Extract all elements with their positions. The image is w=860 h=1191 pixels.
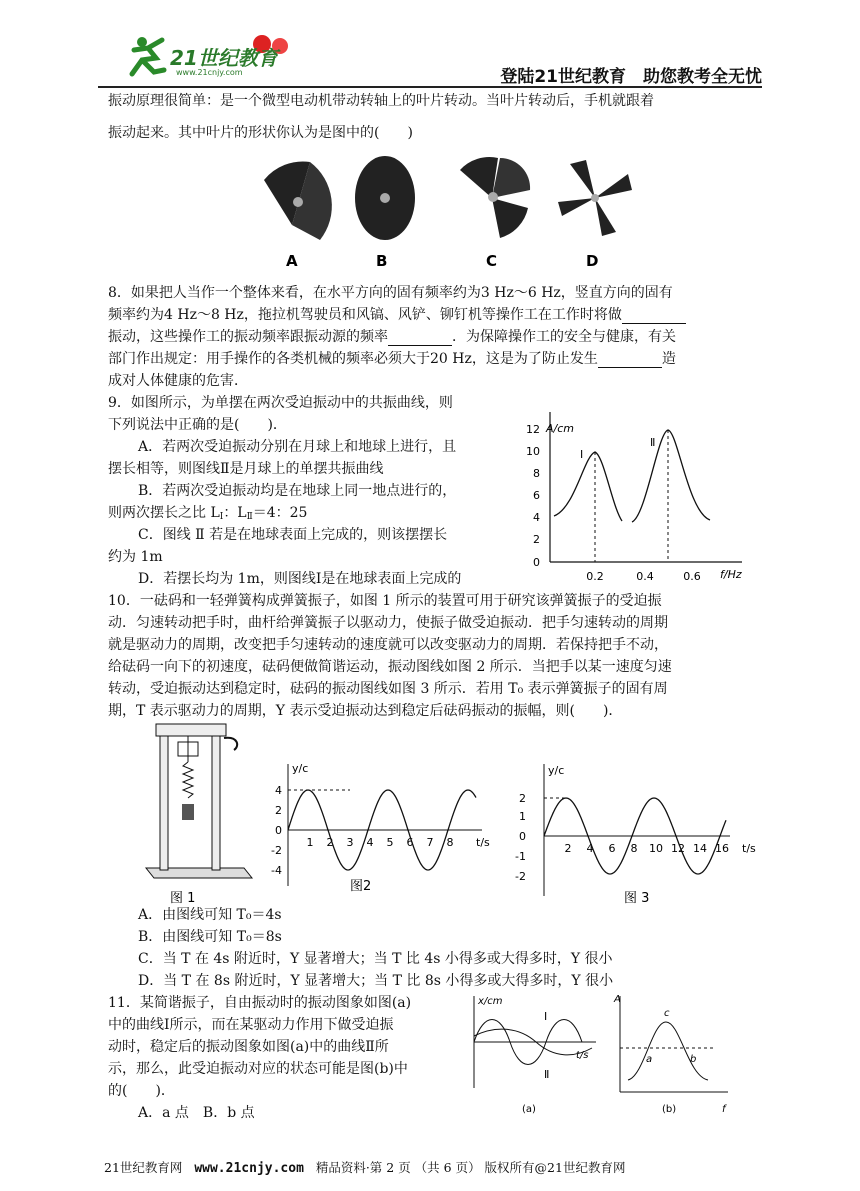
q7-label-c: C [486,252,498,270]
q9-line1: 9．如图所示，为单摆在两次受迫振动中的共振曲线，则 [108,395,453,411]
q7-label-b: B [376,252,388,270]
q11-fb-xlabel: f [722,1104,726,1115]
q9-ytick: 2 [533,533,540,546]
q9-option-b1: B．若两次受迫振动均是在地球上同一地点进行的， [138,483,457,499]
header-rule [98,86,762,88]
q10-fig2-xtick: 2 [326,836,334,849]
q9-option-b2: 则两次摆长之比 $L_Ⅰ$：$L_Ⅱ=4$：25 [108,505,308,522]
q9-xtick: 0.6 [683,570,701,583]
q11-fa-curve2: Ⅱ [544,1068,550,1081]
q11-fb-caption: (b) [662,1104,677,1115]
q10-line3: 就是驱动力的周期，改变把手匀速转动的速度就可以改变驱动力的周期．若保持把手不动， [108,637,668,653]
q9-ytick: 8 [533,467,540,480]
q9-option-c1: C．图线 Ⅱ 若是在地球表面上完成的，则该摆摆长 [138,527,448,543]
q10-fig3-ytick: 1 [519,810,526,823]
page-footer [104,1158,625,1176]
logo-text: 21世纪教育 [170,46,278,70]
q10-fig2-xtick: 8 [446,836,454,849]
q11-fa-curve1: Ⅰ [544,1010,548,1023]
q9-option-a1: A．若两次受迫振动分别在月球上和地球上进行，且 [138,439,457,455]
footer-site-link[interactable]: www.21cnjy.com [194,1161,304,1176]
q11-fa-ylabel: x/cm [478,996,503,1007]
q10-fig2-graph [262,756,502,896]
q9-option-d1: D．若摆长均为 1m，则图线Ⅰ是在地球表面上完成的 [138,571,462,587]
q10-line1: 10．一砝码和一轻弹簧构成弹簧振子，如图 1 所示的装置可用于研究该弹簧振子的受迫振 [108,593,662,609]
q10-fig2-xtick: 6 [406,836,414,849]
q9-xtick: 0.2 [586,570,604,583]
q10-fig3-ytick: -2 [515,870,526,883]
footer-mid: 精品资料·第 2 页 （共 6 页） 版权所有@21世纪教育网 [315,1160,626,1175]
q10-fig3-graph [504,756,774,906]
q10-fig3-xtick: 10 [649,842,663,855]
footer-left: 21世纪教育网 [104,1160,183,1175]
q10-option-b: B．由图线可知 T₀＝8s [138,929,282,945]
q9-ylabel: A/cm [546,422,574,435]
q10-option-d: D．当 T 在 8s 附近时，Y 显著增大；当 T 比 8s 小得多或大得多时，Y 很小 [138,973,614,989]
header-slogan: 登陆21世纪教育 助您教考全无忧 [500,67,762,87]
q11-line5: 的( )． [108,1083,175,1099]
q10-fig3-ytick: -1 [515,850,526,863]
q10-fig3-xtick: 16 [715,842,729,855]
q10-option-c: C．当 T 在 4s 附近时，Y 显著增大；当 T 比 4s 小得多或大得多时，Y 很小 [138,951,613,967]
q10-fig2-ylabel: y/c [292,762,309,775]
q10-fig2-caption: 图2 [350,879,372,894]
q7-blade-figures [250,150,650,270]
header-logo [112,28,302,86]
q10-fig2-ytick: 2 [275,804,282,817]
q11-fig-b [608,992,738,1118]
q11-fb-point-b: b [690,1054,697,1065]
q10-fig3-xlabel: t/s [742,842,756,855]
q10-fig3-xtick: 6 [608,842,616,855]
q7-line1: 振动原理很简单：是一个微型电动机带动转轴上的叶片转动。当叶片转动后，手机就跟着 [108,93,654,109]
q11-line4: 示，那么，此受迫振动对应的状态可能是图(b)中 [108,1061,408,1077]
q10-fig1-apparatus [140,716,260,908]
q11-fig-a [464,992,604,1118]
q10-fig3-ylabel: y/c [548,764,565,777]
q10-line4: 给砝码一向下的初速度，砝码便做简谐运动，振动图线如图 2 所示．当把手以某一速度匀速 [108,659,672,675]
q10-fig2-xtick: 7 [426,836,434,849]
q11-fa-caption: (a) [522,1104,536,1115]
logo-url: www.21cnjy.com [176,68,243,77]
q7-label-a: A [286,252,298,270]
q11-fb-point-a: a [646,1054,653,1065]
q10-fig2-xtick: 3 [346,836,354,849]
q10-fig2-ytick: 4 [275,784,282,797]
q8-line4: 部门作出规定：用手操作的各类机械的频率必须大于20 Hz，这是为了防止发生 造 [108,351,676,367]
q9-xlabel: f/Hz [720,568,742,581]
q9-option-a2: 摆长相等，则图线Ⅱ是月球上的单摆共振曲线 [108,461,384,477]
q10-option-a: A．由图线可知 T₀＝4s [138,907,282,923]
q9-curve2-label: Ⅱ [650,436,656,449]
q10-line2: 动．匀速转动把手时，曲杆给弹簧振子以驱动力，使振子做受迫振动．把手匀速转动的周期 [108,615,668,631]
q10-line6: 期，T 表示驱动力的周期，Y 表示受迫振动达到稳定后砝码振动的振幅，则( )． [108,703,623,719]
q11-fb-point-c: c [664,1008,670,1019]
q11-fa-xlabel: t/s [576,1050,589,1061]
q10-fig2-xtick: 4 [366,836,374,849]
q10-fig3-caption: 图 3 [624,891,650,906]
q9-ytick: 4 [533,511,540,524]
q11-line3: 动时，稳定后的振动图象如图(a)中的曲线Ⅱ所 [108,1039,389,1055]
q8-line3: 振动，这些操作工的振动频率跟振动源的频率 ．为保障操作工的安全与健康，有关 [108,329,676,345]
q10-fig2-xtick: 5 [386,836,394,849]
q9-ytick: 6 [533,489,540,502]
q9-ytick: 10 [526,445,540,458]
q11-fb-ylabel: A [614,994,621,1005]
q9-ytick: 12 [526,423,540,436]
q10-fig3-xtick: 14 [693,842,707,855]
q7-line2: 振动起来。其中叶片的形状你认为是图中的( ) [108,125,413,141]
q9-ytick: 0 [533,556,540,569]
q8-line1: 8．如果把人当作一个整体来看，在水平方向的固有频率约为3 Hz～6 Hz，竖直方向的固有 [108,285,673,301]
q10-fig1-caption: 图 1 [170,891,196,906]
q10-fig2-ytick: 0 [275,824,282,837]
q10-fig2-xlabel: t/s [476,836,490,849]
q9-curve1-label: Ⅰ [580,448,584,461]
q8-line2: 频率约为4 Hz～8 Hz，拖拉机驾驶员和风镐、风铲、铆钉机等操作工在工作时将做 [108,306,686,324]
q9-line2: 下列说法中正确的是( )． [108,417,287,433]
q9-option-c2: 约为 1m [108,549,163,565]
q9-resonance-chart [520,396,760,596]
q11-line1: 11．某简谐振子，自由振动时的振动图象如图(a) [108,995,412,1011]
q10-fig2-ytick: -4 [271,864,282,877]
q11-line2: 中的曲线Ⅰ所示，而在某驱动力作用下做受迫振 [108,1017,394,1033]
q11-options: A．a 点 B．b 点 [138,1105,255,1121]
q10-line5: 转动，受迫振动达到稳定时，砝码的振动图线如图 3 所示．若用 T₀ 表示弹簧振子的固有周 [108,681,668,697]
q7-label-d: D [586,252,599,270]
q10-fig3-xtick: 12 [671,842,685,855]
q10-fig3-xtick: 8 [630,842,638,855]
q10-fig2-ytick: -2 [271,844,282,857]
q9-xtick: 0.4 [636,570,654,583]
q8-line5: 成对人体健康的危害． [108,373,248,389]
q10-fig2-xtick: 1 [306,836,314,849]
q10-fig3-ytick: 2 [519,792,526,805]
q10-fig3-ytick: 0 [519,830,526,843]
q10-fig3-xtick: 4 [586,842,594,855]
q10-fig3-xtick: 2 [564,842,572,855]
